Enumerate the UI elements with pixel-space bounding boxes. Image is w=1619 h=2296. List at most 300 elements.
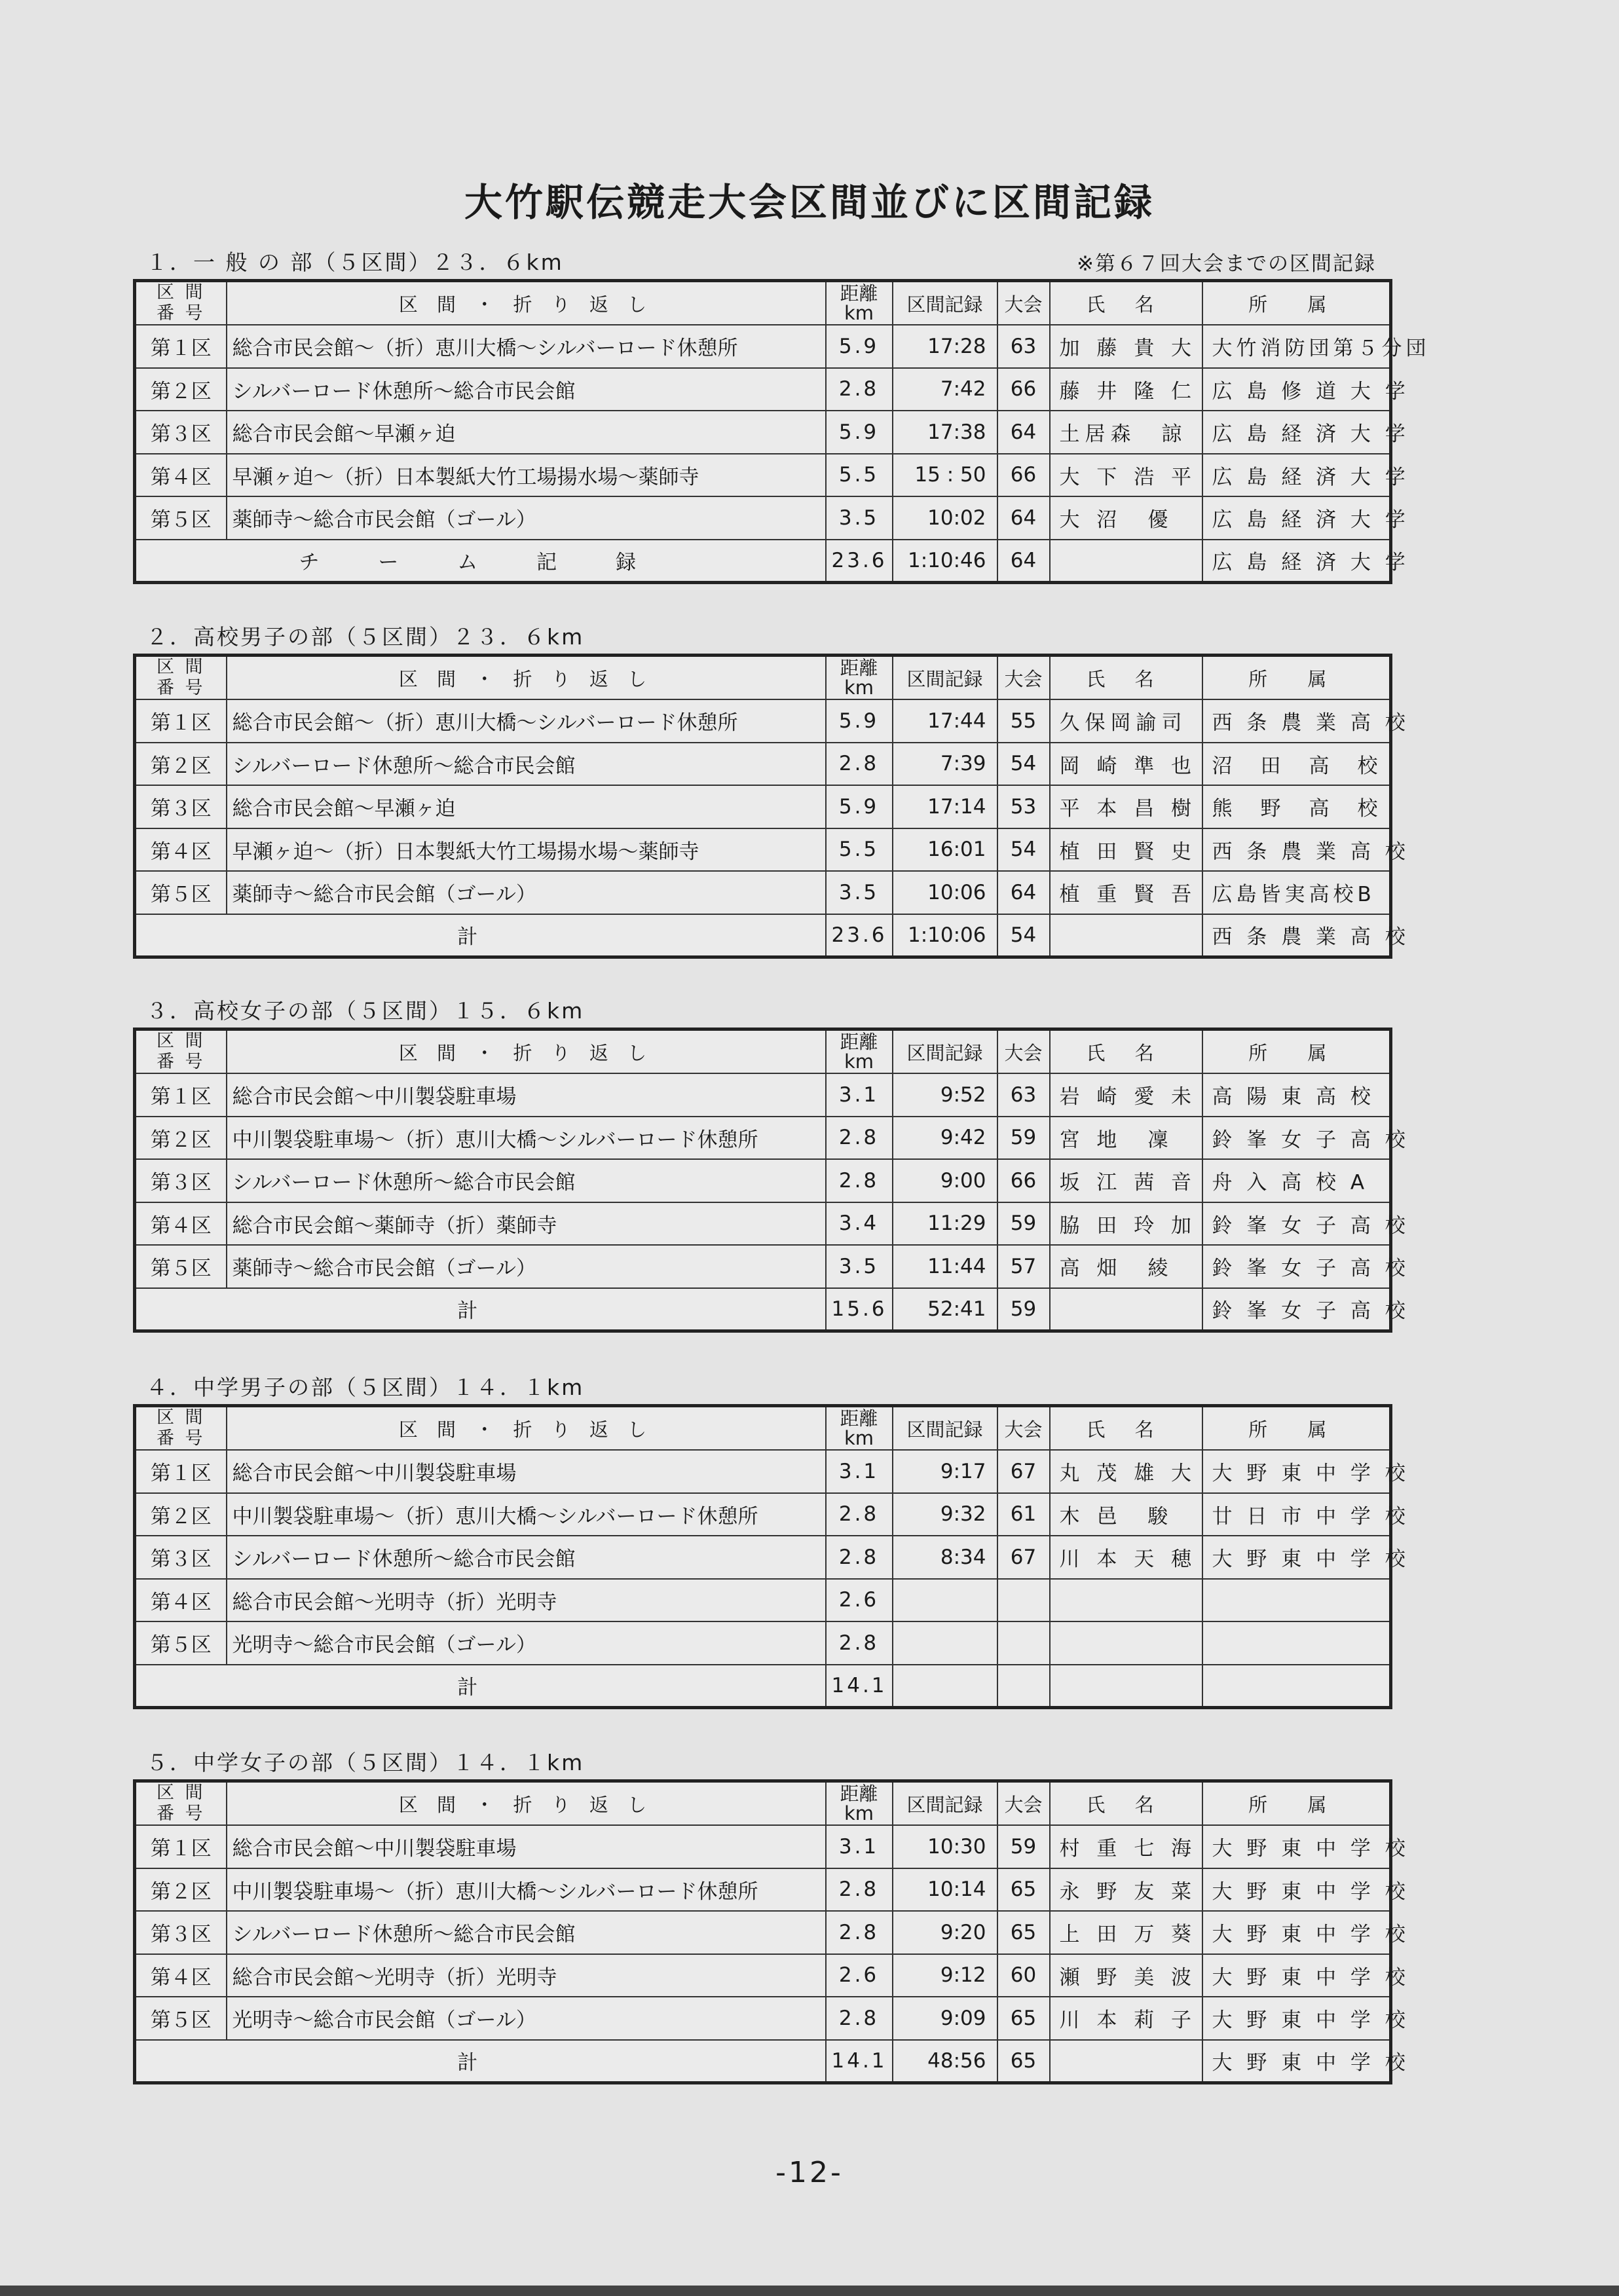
leg-number: 第４区 [135, 1954, 227, 1997]
total-affiliation: 西 条 農 業 高 校 [1202, 914, 1391, 957]
leg-number: 第５区 [135, 871, 227, 914]
leg-record: 17:44 [893, 699, 997, 743]
header-route: 区 間 ・ 折 り 返 し [227, 1406, 826, 1451]
runner-affiliation: 大 野 東 中 学 校 [1202, 1868, 1391, 1912]
leg-record: 15 : 50 [893, 454, 997, 497]
header-record: 区間記録 [893, 281, 997, 325]
runner-affiliation: 西 条 農 業 高 校 [1202, 828, 1391, 872]
total-distance: 14.1 [826, 1665, 893, 1708]
header-affiliation: 所 属 [1202, 656, 1391, 700]
scan-edge [0, 2286, 1619, 2296]
runner-affiliation: 広 島 修 道 大 学 [1202, 368, 1391, 411]
table-row [135, 1159, 1391, 1202]
runner-name [1050, 1579, 1202, 1622]
leg-taikai: 64 [997, 871, 1050, 914]
section-header [133, 622, 1389, 654]
runner-name: 坂 江 茜 音 [1050, 1159, 1202, 1202]
leg-distance: 5.9 [826, 699, 893, 743]
leg-taikai: 67 [997, 1450, 1050, 1493]
header-affiliation: 所 属 [1202, 1406, 1391, 1451]
total-row [135, 914, 1391, 957]
header-route: 区 間 ・ 折 り 返 し [227, 1029, 826, 1074]
total-name [1050, 1665, 1202, 1708]
leg-record: 9:32 [893, 1493, 997, 1536]
leg-number: 第３区 [135, 785, 227, 828]
runner-name: 岩 崎 愛 未 [1050, 1073, 1202, 1117]
table-row [135, 1868, 1391, 1912]
total-affiliation: 鈴 峯 女 子 高 校 [1202, 1288, 1391, 1331]
leg-distance: 5.9 [826, 325, 893, 368]
leg-route: 中川製袋駐車場～（折）恵川大橋～シルバーロード休憩所 [227, 1117, 826, 1160]
leg-distance: 2.8 [826, 1997, 893, 2040]
runner-name: 土居森 諒 [1050, 411, 1202, 454]
leg-record [893, 1579, 997, 1622]
runner-name: 大 下 浩 平 [1050, 454, 1202, 497]
section-hs-boys [133, 622, 1409, 959]
runner-affiliation [1202, 1621, 1391, 1665]
runner-affiliation: 大 野 東 中 学 校 [1202, 1536, 1391, 1579]
total-record: 1:10:06 [893, 914, 997, 957]
header-taikai: 大会 [997, 281, 1050, 325]
total-record: 52:41 [893, 1288, 997, 1331]
leg-distance: 3.1 [826, 1073, 893, 1117]
leg-record: 9:17 [893, 1450, 997, 1493]
header-ban-line2: 番 号 [156, 1804, 206, 1824]
total-affiliation: 大 野 東 中 学 校 [1202, 2040, 1391, 2083]
total-record [893, 1665, 997, 1708]
leg-record: 9:09 [893, 1997, 997, 2040]
runner-affiliation: 西 条 農 業 高 校 [1202, 699, 1391, 743]
header-ban-line1: 区 間 [156, 1031, 206, 1051]
header-ban-line2: 番 号 [156, 303, 206, 324]
section-header [133, 996, 1389, 1028]
table-row [135, 325, 1391, 368]
leg-number: 第３区 [135, 1536, 227, 1579]
leg-number: 第３区 [135, 1159, 227, 1202]
leg-number: 第３区 [135, 1911, 227, 1954]
header-name: 氏 名 [1050, 1781, 1202, 1826]
leg-distance: 3.1 [826, 1825, 893, 1868]
leg-taikai: 63 [997, 1073, 1050, 1117]
record-table [133, 279, 1430, 584]
section-title: ３．高校女子の部（５区間）１５．６km [146, 998, 585, 1024]
header-name: 氏 名 [1050, 1406, 1202, 1451]
table-row [135, 368, 1391, 411]
leg-route: 総合市民会館～光明寺（折）光明寺 [227, 1954, 826, 1997]
runner-affiliation: 大 野 東 中 学 校 [1202, 1911, 1391, 1954]
total-row [135, 1288, 1391, 1331]
total-distance: 15.6 [826, 1288, 893, 1331]
leg-distance: 3.4 [826, 1202, 893, 1246]
header-section-number [135, 1406, 227, 1451]
runner-affiliation: 熊 野 高 校 [1202, 785, 1391, 828]
leg-taikai: 67 [997, 1536, 1050, 1579]
leg-taikai: 66 [997, 368, 1050, 411]
leg-distance: 2.8 [826, 1911, 893, 1954]
section-jhs-girls [133, 1748, 1409, 2084]
runner-affiliation: 鈴 峯 女 子 高 校 [1202, 1117, 1391, 1160]
section-jhs-boys [133, 1373, 1409, 1709]
leg-taikai: 64 [997, 411, 1050, 454]
header-name: 氏 名 [1050, 281, 1202, 325]
leg-taikai: 59 [997, 1117, 1050, 1160]
header-dist-line2: km [844, 1427, 874, 1449]
leg-record: 10:06 [893, 871, 997, 914]
record-table [133, 1779, 1409, 2084]
leg-route: 早瀬ヶ迫～（折）日本製紙大竹工場揚水場～薬師寺 [227, 454, 826, 497]
runner-name: 丸 茂 雄 大 [1050, 1450, 1202, 1493]
leg-distance: 2.8 [826, 1493, 893, 1536]
header-taikai: 大会 [997, 656, 1050, 700]
section-header [133, 1373, 1389, 1404]
leg-record: 10:14 [893, 1868, 997, 1912]
leg-route: シルバーロード休憩所～総合市民会館 [227, 1159, 826, 1202]
leg-distance: 5.9 [826, 785, 893, 828]
runner-affiliation: 高 陽 東 高 校 [1202, 1073, 1391, 1117]
header-dist-line1: 距離 [840, 1031, 878, 1053]
section-header [133, 1748, 1389, 1779]
leg-taikai: 53 [997, 785, 1050, 828]
leg-distance: 2.6 [826, 1954, 893, 1997]
header-row [135, 1406, 1391, 1451]
total-name [1050, 2040, 1202, 2083]
leg-number: 第４区 [135, 1202, 227, 1246]
leg-number: 第２区 [135, 1868, 227, 1912]
header-distance [826, 1781, 893, 1826]
runner-affiliation: 鈴 峯 女 子 高 校 [1202, 1245, 1391, 1288]
runner-name: 村 重 七 海 [1050, 1825, 1202, 1868]
total-distance: 23.6 [826, 540, 893, 583]
leg-record: 9:00 [893, 1159, 997, 1202]
table-row [135, 1245, 1391, 1288]
leg-taikai: 60 [997, 1954, 1050, 1997]
runner-name: 永 野 友 菜 [1050, 1868, 1202, 1912]
leg-record: 9:12 [893, 1954, 997, 1997]
runner-name: 木 邑 駿 [1050, 1493, 1202, 1536]
page-title: 大竹駅伝競走大会区間並びに区間記録 [464, 180, 1155, 225]
leg-number: 第４区 [135, 1579, 227, 1622]
leg-taikai: 65 [997, 1868, 1050, 1912]
runner-name: 植 重 賢 吾 [1050, 871, 1202, 914]
leg-taikai [997, 1621, 1050, 1665]
section-header [133, 248, 1389, 279]
header-dist-line1: 距離 [840, 1783, 878, 1805]
table-row [135, 828, 1391, 872]
leg-record: 11:29 [893, 1202, 997, 1246]
header-ban-line2: 番 号 [156, 678, 206, 698]
leg-number: 第１区 [135, 1073, 227, 1117]
runner-name: 上 田 万 葵 [1050, 1911, 1202, 1954]
runner-affiliation: 大 野 東 中 学 校 [1202, 1954, 1391, 1997]
header-dist-line2: km [844, 1802, 874, 1824]
header-record: 区間記録 [893, 656, 997, 700]
leg-record: 9:20 [893, 1911, 997, 1954]
leg-route: 薬師寺～総合市民会館（ゴール） [227, 1245, 826, 1288]
leg-route: 総合市民会館～中川製袋駐車場 [227, 1450, 826, 1493]
section-title: ４．中学男子の部（５区間）１４．１km [146, 1375, 585, 1400]
table-row [135, 743, 1391, 786]
total-record: 1:10:46 [893, 540, 997, 583]
leg-record: 16:01 [893, 828, 997, 872]
runner-name: 藤 井 隆 仁 [1050, 368, 1202, 411]
leg-route: 早瀬ヶ迫～（折）日本製紙大竹工場揚水場～薬師寺 [227, 828, 826, 872]
runner-name: 植 田 賢 史 [1050, 828, 1202, 872]
section-title: ２．高校男子の部（５区間）２３．６km [146, 624, 585, 650]
leg-number: 第３区 [135, 411, 227, 454]
leg-distance: 5.5 [826, 454, 893, 497]
leg-number: 第５区 [135, 496, 227, 540]
header-ban-line1: 区 間 [156, 282, 206, 303]
table-row [135, 1450, 1391, 1493]
table-row [135, 1073, 1391, 1117]
runner-affiliation: 大 野 東 中 学 校 [1202, 1450, 1391, 1493]
runner-affiliation: 大 野 東 中 学 校 [1202, 1825, 1391, 1868]
header-distance [826, 656, 893, 700]
runner-name: 脇 田 玲 加 [1050, 1202, 1202, 1246]
total-taikai: 54 [997, 914, 1050, 957]
runner-affiliation: 沼 田 高 校 [1202, 743, 1391, 786]
header-section-number [135, 281, 227, 325]
header-dist-line1: 距離 [840, 282, 878, 305]
total-distance: 23.6 [826, 914, 893, 957]
runner-affiliation: 大竹消防団第５分団 [1202, 325, 1391, 368]
runner-affiliation: 大 野 東 中 学 校 [1202, 1997, 1391, 2040]
leg-record: 8:34 [893, 1536, 997, 1579]
leg-distance: 3.5 [826, 496, 893, 540]
header-section-number [135, 1781, 227, 1826]
total-name [1050, 914, 1202, 957]
total-taikai [997, 1665, 1050, 1708]
leg-number: 第２区 [135, 1117, 227, 1160]
header-row [135, 1781, 1391, 1826]
leg-taikai: 66 [997, 454, 1050, 497]
header-row [135, 281, 1391, 325]
leg-route: 薬師寺～総合市民会館（ゴール） [227, 496, 826, 540]
leg-record: 9:42 [893, 1117, 997, 1160]
header-row [135, 1029, 1391, 1074]
header-taikai: 大会 [997, 1781, 1050, 1826]
header-route: 区 間 ・ 折 り 返 し [227, 1781, 826, 1826]
leg-route: 総合市民会館～（折）恵川大橋～シルバーロード休憩所 [227, 699, 826, 743]
total-distance: 14.1 [826, 2040, 893, 2083]
leg-taikai: 57 [997, 1245, 1050, 1288]
leg-taikai: 59 [997, 1202, 1050, 1246]
total-label: 計 [135, 1665, 826, 1708]
table-row [135, 411, 1391, 454]
header-distance [826, 1406, 893, 1451]
table-row [135, 496, 1391, 540]
table-row [135, 1117, 1391, 1160]
leg-distance: 3.5 [826, 871, 893, 914]
leg-route: 総合市民会館～中川製袋駐車場 [227, 1825, 826, 1868]
leg-taikai: 55 [997, 699, 1050, 743]
runner-affiliation: 舟 入 高 校 A [1202, 1159, 1391, 1202]
runner-name: 川 本 天 穂 [1050, 1536, 1202, 1579]
leg-number: 第５区 [135, 1621, 227, 1665]
total-taikai: 65 [997, 2040, 1050, 2083]
leg-taikai: 65 [997, 1997, 1050, 2040]
leg-route: シルバーロード休憩所～総合市民会館 [227, 1911, 826, 1954]
leg-distance: 5.5 [826, 828, 893, 872]
record-table [133, 1404, 1409, 1709]
leg-route: 総合市民会館～早瀬ヶ迫 [227, 785, 826, 828]
header-name: 氏 名 [1050, 656, 1202, 700]
total-label: 計 [135, 2040, 826, 2083]
leg-record [893, 1621, 997, 1665]
leg-route: 薬師寺～総合市民会館（ゴール） [227, 871, 826, 914]
total-affiliation: 広 島 経 済 大 学 [1202, 540, 1391, 583]
leg-taikai [997, 1579, 1050, 1622]
table-row [135, 1825, 1391, 1868]
runner-name: 平 本 昌 樹 [1050, 785, 1202, 828]
total-name [1050, 540, 1202, 583]
runner-name: 宮 地 凜 [1050, 1117, 1202, 1160]
header-name: 氏 名 [1050, 1029, 1202, 1074]
total-affiliation [1202, 1665, 1391, 1708]
table-row [135, 699, 1391, 743]
total-label: チ ー ム 記 録 [135, 540, 826, 583]
leg-distance: 2.6 [826, 1579, 893, 1622]
header-affiliation: 所 属 [1202, 281, 1391, 325]
table-row [135, 1202, 1391, 1246]
header-ban-line2: 番 号 [156, 1052, 206, 1072]
leg-number: 第２区 [135, 743, 227, 786]
header-dist-line2: km [844, 1050, 874, 1073]
leg-record: 17:14 [893, 785, 997, 828]
runner-name: 高 畑 綾 [1050, 1245, 1202, 1288]
leg-route: 総合市民会館～薬師寺（折）薬師寺 [227, 1202, 826, 1246]
record-table [133, 654, 1409, 959]
total-label: 計 [135, 1288, 826, 1331]
leg-distance: 3.1 [826, 1450, 893, 1493]
leg-record: 10:30 [893, 1825, 997, 1868]
leg-number: 第５区 [135, 1245, 227, 1288]
leg-route: 光明寺～総合市民会館（ゴール） [227, 1997, 826, 2040]
leg-route: シルバーロード休憩所～総合市民会館 [227, 368, 826, 411]
leg-taikai: 61 [997, 1493, 1050, 1536]
leg-record: 9:52 [893, 1073, 997, 1117]
total-name [1050, 1288, 1202, 1331]
leg-taikai: 54 [997, 828, 1050, 872]
section-title: １．一 般 の 部（５区間）２３．６km [146, 250, 564, 275]
leg-number: 第４区 [135, 828, 227, 872]
runner-name: 岡 崎 準 也 [1050, 743, 1202, 786]
leg-distance: 2.8 [826, 743, 893, 786]
table-row [135, 1954, 1391, 1997]
leg-distance: 2.8 [826, 1868, 893, 1912]
total-label: 計 [135, 914, 826, 957]
runner-affiliation [1202, 1579, 1391, 1622]
runner-name: 瀬 野 美 波 [1050, 1954, 1202, 1997]
runner-name: 川 本 莉 子 [1050, 1997, 1202, 2040]
leg-distance: 2.8 [826, 1536, 893, 1579]
runner-affiliation: 広島皆実高校B [1202, 871, 1391, 914]
leg-number: 第１区 [135, 325, 227, 368]
header-taikai: 大会 [997, 1029, 1050, 1074]
leg-taikai: 64 [997, 496, 1050, 540]
header-ban-line1: 区 間 [156, 1783, 206, 1803]
leg-taikai: 63 [997, 325, 1050, 368]
section-general [133, 248, 1430, 584]
table-row [135, 1911, 1391, 1954]
leg-number: 第４区 [135, 454, 227, 497]
leg-route: 光明寺～総合市民会館（ゴール） [227, 1621, 826, 1665]
header-section-number [135, 1029, 227, 1074]
runner-name [1050, 1621, 1202, 1665]
leg-distance: 5.9 [826, 411, 893, 454]
leg-route: 中川製袋駐車場～（折）恵川大橋～シルバーロード休憩所 [227, 1868, 826, 1912]
runner-name: 久保岡諭司 [1050, 699, 1202, 743]
table-row [135, 1621, 1391, 1665]
runner-affiliation: 広 島 経 済 大 学 [1202, 454, 1391, 497]
leg-record: 11:44 [893, 1245, 997, 1288]
header-route: 区 間 ・ 折 り 返 し [227, 281, 826, 325]
total-row [135, 1665, 1391, 1708]
header-dist-line2: km [844, 302, 874, 324]
header-distance [826, 281, 893, 325]
runner-affiliation: 広 島 経 済 大 学 [1202, 496, 1391, 540]
section-title: ５．中学女子の部（５区間）１４．１km [146, 1750, 585, 1775]
leg-distance: 2.8 [826, 1159, 893, 1202]
leg-distance: 2.8 [826, 368, 893, 411]
table-row [135, 871, 1391, 914]
runner-affiliation: 鈴 峯 女 子 高 校 [1202, 1202, 1391, 1246]
leg-taikai: 66 [997, 1159, 1050, 1202]
header-dist-line2: km [844, 676, 874, 699]
total-record: 48:56 [893, 2040, 997, 2083]
leg-number: 第１区 [135, 1450, 227, 1493]
leg-taikai: 65 [997, 1911, 1050, 1954]
leg-number: 第２区 [135, 1493, 227, 1536]
leg-route: 総合市民会館～光明寺（折）光明寺 [227, 1579, 826, 1622]
header-row [135, 656, 1391, 700]
table-row [135, 1997, 1391, 2040]
leg-number: 第２区 [135, 368, 227, 411]
runner-affiliation: 広 島 経 済 大 学 [1202, 411, 1391, 454]
leg-record: 10:02 [893, 496, 997, 540]
leg-route: 総合市民会館～（折）恵川大橋～シルバーロード休憩所 [227, 325, 826, 368]
table-row [135, 454, 1391, 497]
table-row [135, 1493, 1391, 1536]
section-hs-girls [133, 996, 1409, 1333]
leg-record: 7:42 [893, 368, 997, 411]
runner-name: 大 沼 優 [1050, 496, 1202, 540]
table-row [135, 1536, 1391, 1579]
header-record: 区間記録 [893, 1781, 997, 1826]
header-ban-line1: 区 間 [156, 657, 206, 677]
leg-record: 7:39 [893, 743, 997, 786]
header-dist-line1: 距離 [840, 657, 878, 679]
leg-route: シルバーロード休憩所～総合市民会館 [227, 1536, 826, 1579]
leg-distance: 2.8 [826, 1621, 893, 1665]
leg-record: 17:38 [893, 411, 997, 454]
header-record: 区間記録 [893, 1406, 997, 1451]
leg-route: シルバーロード休憩所～総合市民会館 [227, 743, 826, 786]
runner-name: 加 藤 貴 大 [1050, 325, 1202, 368]
header-route: 区 間 ・ 折 り 返 し [227, 656, 826, 700]
leg-taikai: 59 [997, 1825, 1050, 1868]
header-affiliation: 所 属 [1202, 1781, 1391, 1826]
header-taikai: 大会 [997, 1406, 1050, 1451]
header-ban-line1: 区 間 [156, 1407, 206, 1428]
table-row [135, 785, 1391, 828]
record-note: ※第６７回大会までの区間記録 [1077, 252, 1376, 276]
table-row [135, 1579, 1391, 1622]
leg-distance: 3.5 [826, 1245, 893, 1288]
leg-distance: 2.8 [826, 1117, 893, 1160]
record-table [133, 1028, 1409, 1333]
leg-number: 第１区 [135, 699, 227, 743]
